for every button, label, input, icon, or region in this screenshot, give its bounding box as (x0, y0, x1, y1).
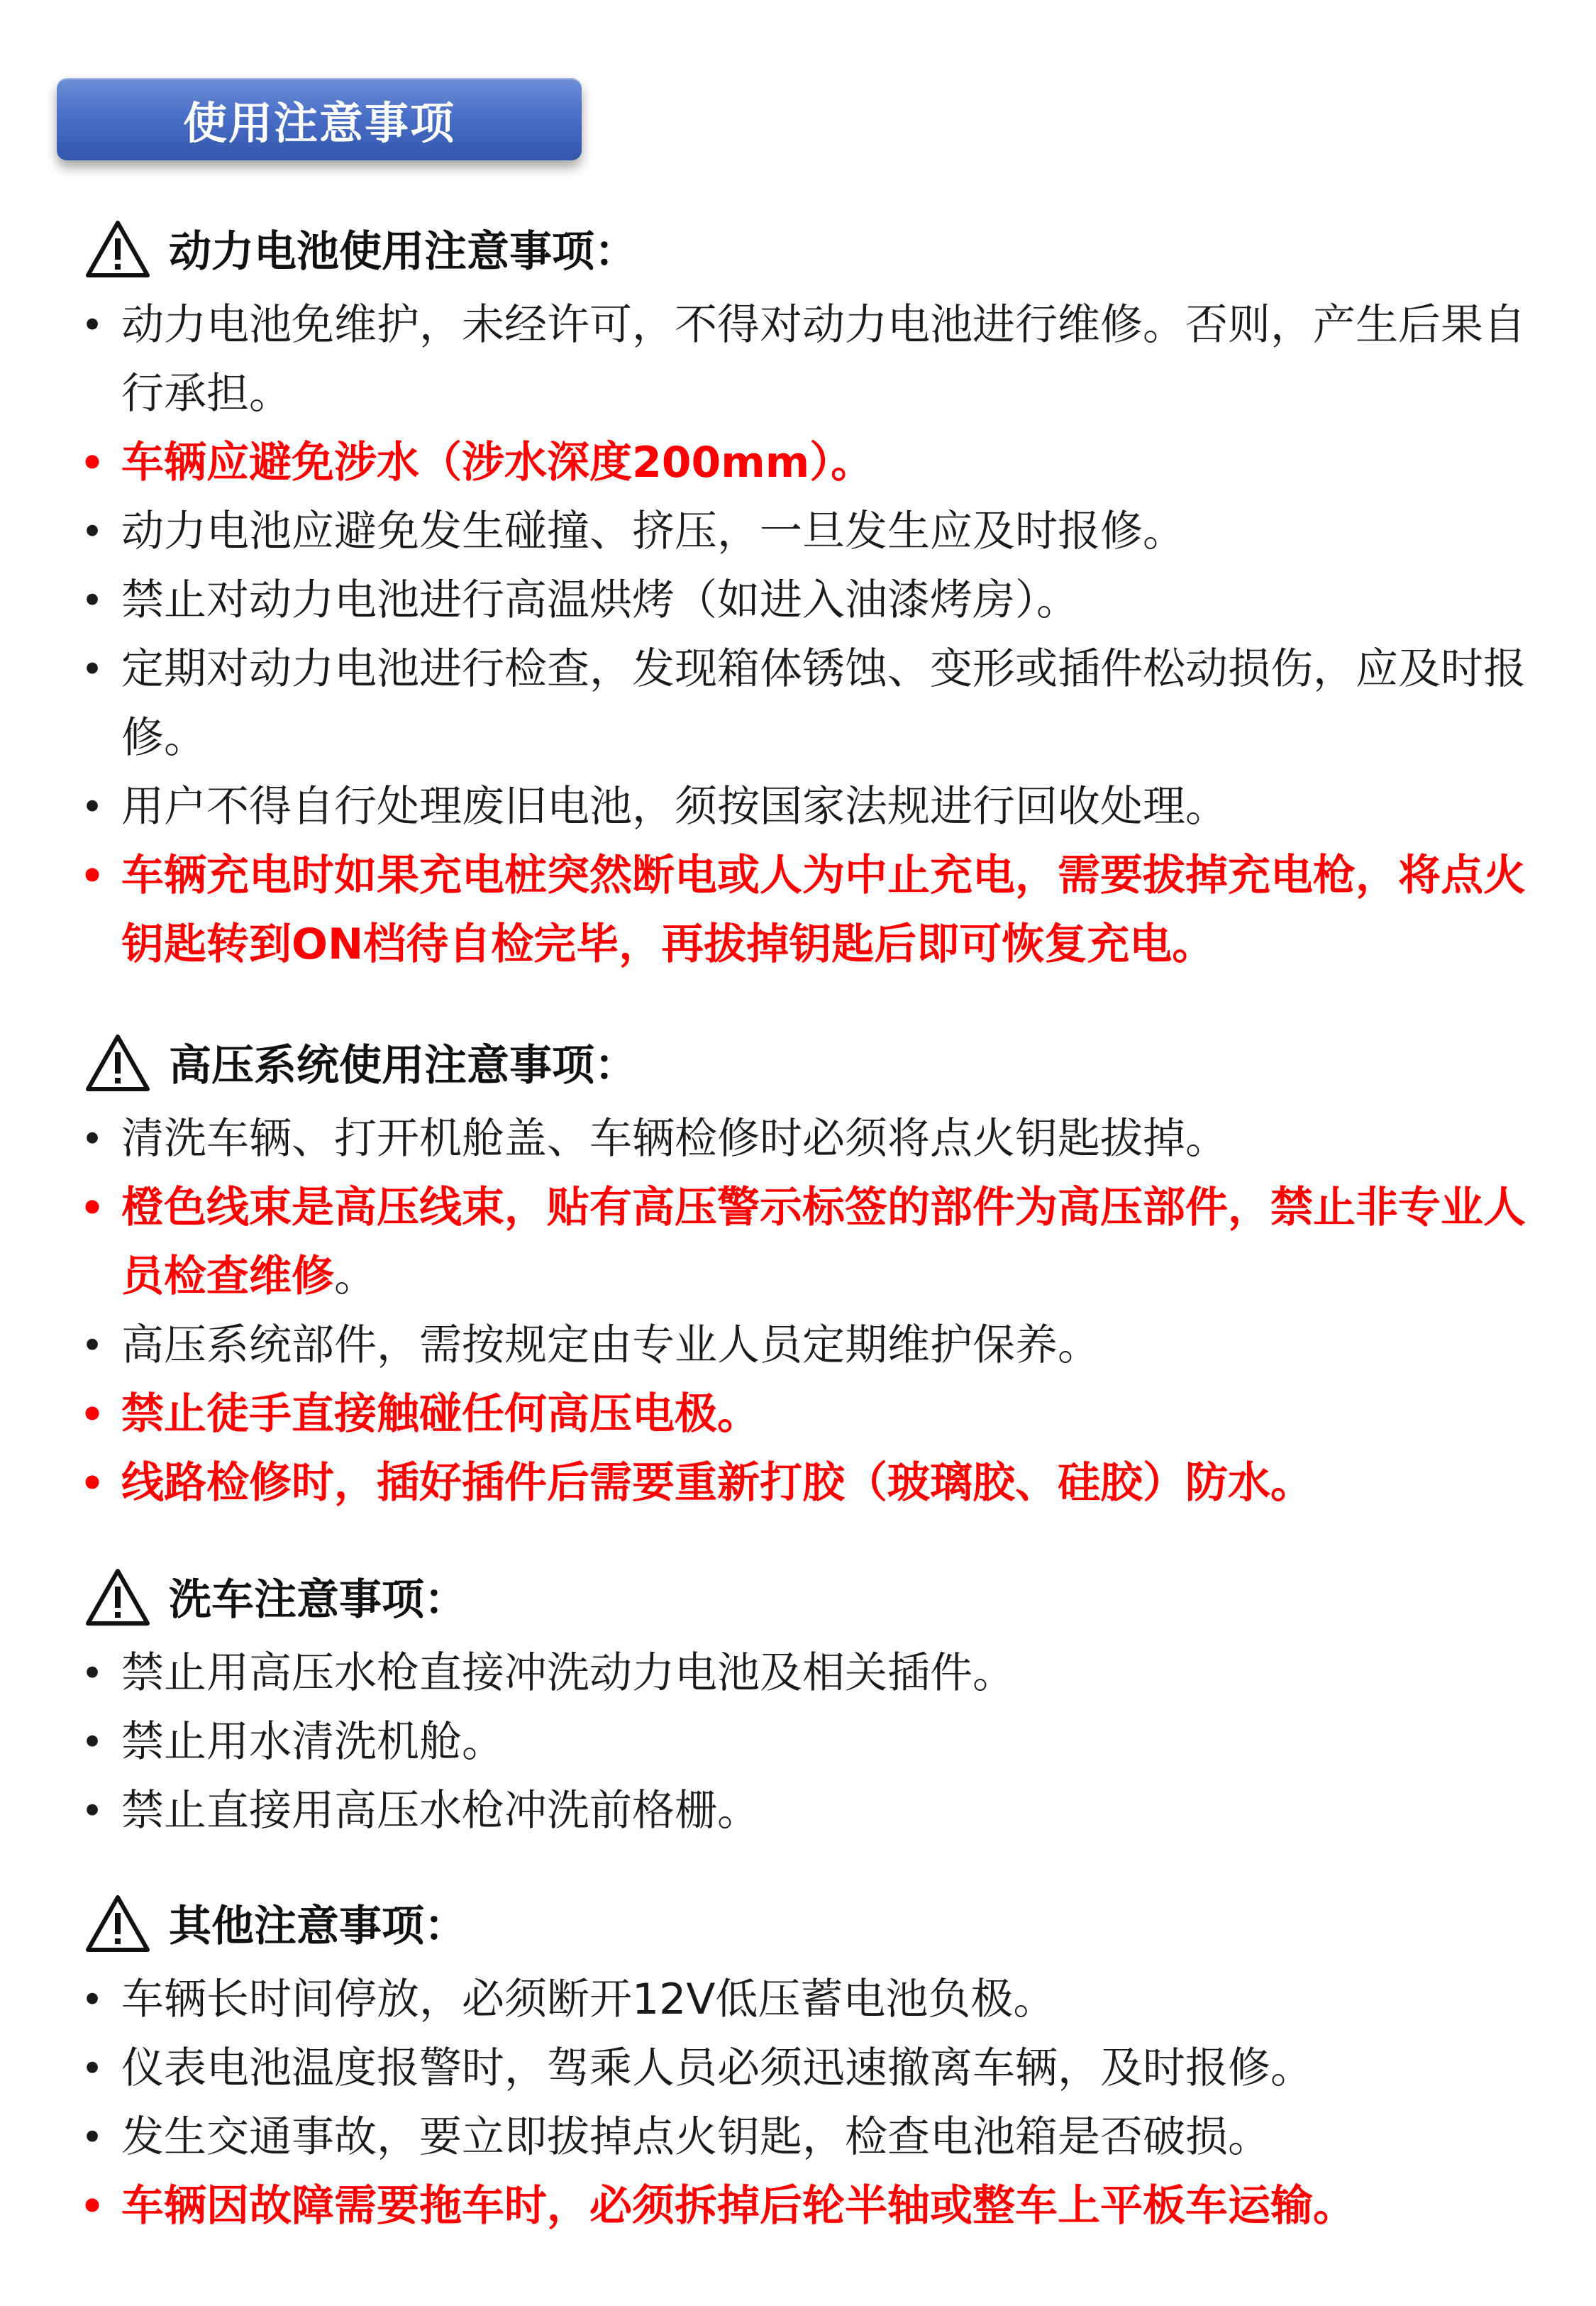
section-title: 其他注意事项： (169, 1902, 467, 1951)
list-item: • 仪表电池温度报警时，驾乘人员必须迅速撤离车辆，及时报修。 (81, 2043, 1313, 2093)
list-item: • 用户不得自行处理废旧电池，须按国家法规进行回收处理。 (81, 782, 1228, 832)
list-item: • 清洗车辆、打开机舱盖、车辆检修时必须将点火钥匙拔掉。 (81, 1114, 1228, 1164)
section-title: 高压系统使用注意事项： (169, 1041, 637, 1091)
section-title: 动力电池使用注意事项： (169, 227, 637, 277)
section-battery (79, 213, 1546, 979)
list-item-warning: • 车辆因故障需要拖车时，必须拆掉后轮半轴或整车上平板车运输。 (79, 2181, 1356, 2231)
list-item: • 发生交通事故，要立即拔掉点火钥匙，检查电池箱是否破损。 (81, 2112, 1270, 2162)
item-list (71, 1965, 1532, 2241)
warning-triangle-icon (85, 219, 150, 278)
item-list (71, 291, 1532, 979)
list-item: • 高压系统部件，需按规定由专业人员定期维护保养。 (81, 1320, 1100, 1370)
section-other (79, 1887, 1546, 2241)
list-item: • 车辆长时间停放，必须断开12V低压蓄电池负极。 (81, 1975, 1056, 2024)
list-item: • 禁止用水清洗机舱。 (81, 1717, 504, 1767)
list-item-warning: • 橙色线束是高压线束，贴有高压警示标签的部件为高压部件，禁止非专业人员检查维修。 (79, 1183, 1526, 1301)
list-item: • 定期对动力电池进行检查，发现箱体锈蚀、变形或插件松动损伤，应及时报修。 (81, 644, 1526, 763)
list-item: • 动力电池应避免发生碰撞、挤压，一旦发生应及时报修。 (81, 507, 1185, 556)
list-item: • 禁止对动力电池进行高温烘烤（如进入油漆烤房）。 (81, 575, 1079, 625)
section-heading (85, 1887, 1546, 1958)
section-heading (85, 1027, 1546, 1098)
section-car-wash (81, 1561, 1546, 1846)
item-list (71, 1105, 1532, 1518)
warning-triangle-icon (85, 1893, 150, 1953)
list-item: • 禁止直接用高压水枪冲洗前格栅。 (81, 1786, 760, 1836)
list-item-warning: • 线路检修时，插好插件后需要重新打胶（玻璃胶、硅胶）防水。 (79, 1458, 1313, 1508)
list-item: • 动力电池免维护，未经许可，不得对动力电池进行维修。否则，产生后果自行承担。 (81, 300, 1526, 419)
list-item: • 禁止用高压水枪直接冲洗动力电池及相关插件。 (81, 1648, 1015, 1698)
list-item-warning: • 禁止徒手直接触碰任何高压电极。 (79, 1389, 760, 1439)
item-list (71, 1639, 1532, 1846)
section-high-voltage (79, 1027, 1546, 1518)
warning-triangle-icon (85, 1032, 150, 1092)
header-title: 使用注意事项 (182, 96, 455, 149)
list-item-warning: • 车辆应避免涉水（涉水深度200mm）。 (79, 438, 874, 487)
section-heading (85, 1561, 1546, 1632)
warning-triangle-icon (85, 1567, 150, 1626)
section-heading (85, 213, 1546, 284)
header-tab (57, 78, 582, 160)
section-title: 洗车注意事项： (169, 1575, 467, 1625)
list-item-warning: • 车辆充电时如果充电桩突然断电或人为中止充电，需要拔掉充电枪，将点火钥匙转到ON档待自检完毕，再拔掉钥匙后即可恢复充电。 (79, 851, 1526, 969)
